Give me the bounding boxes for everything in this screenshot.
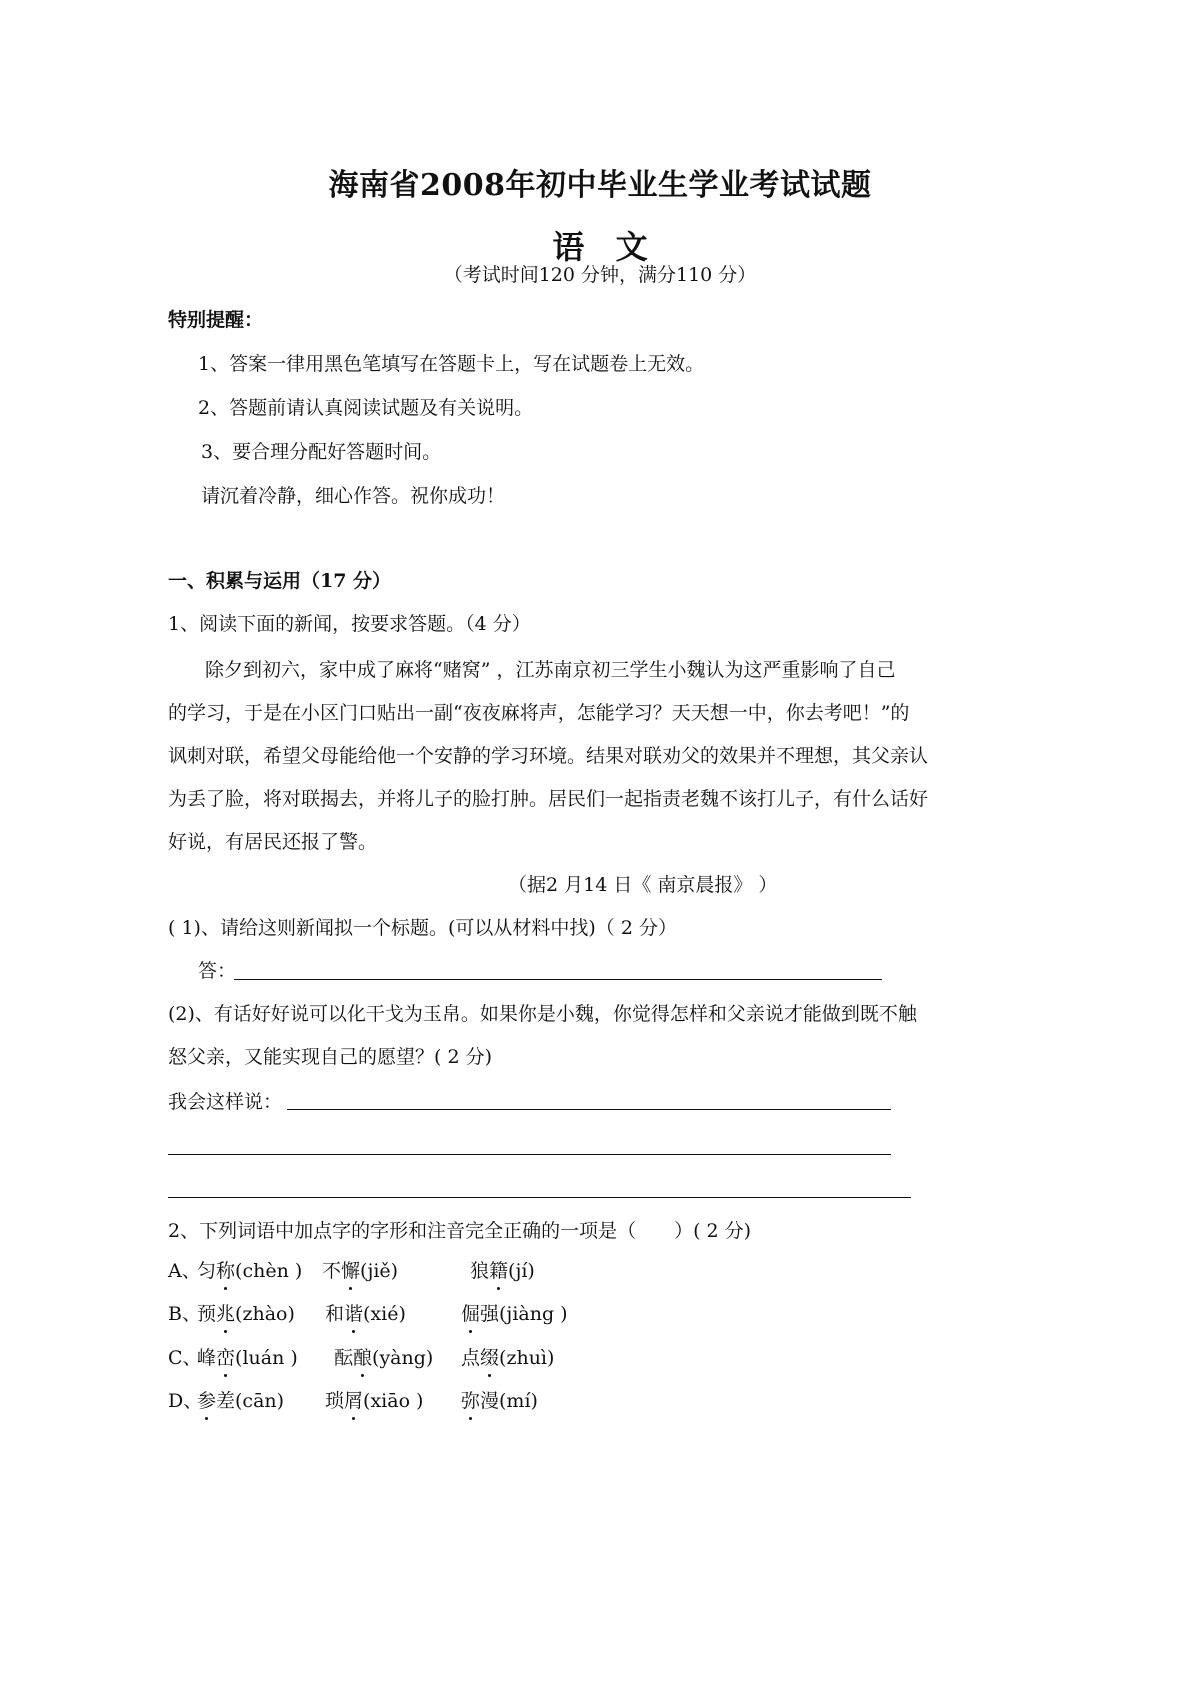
emphasis-dot-icon bbox=[349, 1287, 352, 1290]
option-label: A、 bbox=[168, 1260, 201, 1282]
dotted-character: 谐 bbox=[344, 1303, 363, 1325]
emphasis-dot-icon bbox=[224, 1287, 227, 1290]
exam-title: 海南省2008年初中毕业生学业考试试题 bbox=[328, 168, 872, 203]
word-prefix: 狼 bbox=[470, 1260, 490, 1282]
dotted-character: 籍 bbox=[489, 1260, 508, 1282]
word-prefix: 峰 bbox=[197, 1347, 217, 1369]
word-suffix: 差(cān) bbox=[216, 1390, 285, 1412]
emphasis-dot-icon bbox=[352, 1417, 355, 1420]
emphasis-dot-icon bbox=[205, 1417, 208, 1420]
option-word bbox=[461, 1346, 554, 1370]
question-1-prompt: 1、阅读下面的新闻，按要求答题。（4 分） bbox=[168, 613, 531, 635]
word-suffix: (zhào) bbox=[235, 1303, 295, 1325]
word-suffix: (xiāo ) bbox=[363, 1390, 424, 1412]
option-word bbox=[197, 1302, 295, 1326]
word-prefix: 和 bbox=[325, 1303, 345, 1325]
word-prefix: 琐 bbox=[325, 1390, 345, 1412]
emphasis-dot-icon bbox=[224, 1374, 227, 1377]
word-suffix: (jiě) bbox=[360, 1260, 399, 1282]
word-suffix: 漫(mí) bbox=[480, 1390, 538, 1412]
news-passage-line: 为丢了脸，将对联揭去，并将儿子的脸打肿。居民们一起指责老魏不该打儿子，有什么话好 bbox=[168, 788, 929, 810]
news-passage-line: 好说，有居民还报了警。 bbox=[168, 831, 378, 853]
option-label: D、 bbox=[168, 1390, 203, 1412]
news-passage-line: 讽刺对联，希望父母能给他一个安静的学习环境。结果对联劝父的效果并不理想，其父亲认 bbox=[168, 745, 929, 767]
dotted-character: 酿 bbox=[353, 1347, 372, 1369]
dotted-character: 懈 bbox=[341, 1260, 360, 1282]
notice-item: 3、要合理分配好答题时间。 bbox=[201, 441, 442, 463]
word-prefix: 不 bbox=[322, 1260, 342, 1282]
say-label: 我会这样说： bbox=[168, 1091, 283, 1113]
notice-wish: 请沉着冷静，细心作答。祝你成功！ bbox=[201, 485, 506, 507]
word-prefix: 酝 bbox=[334, 1347, 354, 1369]
emphasis-dot-icon bbox=[224, 1330, 227, 1333]
word-suffix: (chèn ) bbox=[235, 1260, 303, 1282]
option-word bbox=[470, 1259, 535, 1283]
emphasis-dot-icon bbox=[497, 1287, 500, 1290]
option-word bbox=[197, 1346, 298, 1370]
option-word bbox=[197, 1389, 284, 1413]
emphasis-dot-icon bbox=[469, 1417, 472, 1420]
option-label: C、 bbox=[168, 1347, 202, 1369]
word-suffix: (luán ) bbox=[235, 1347, 298, 1369]
dotted-character: 兆 bbox=[216, 1303, 235, 1325]
word-suffix: 强(jiàng ) bbox=[480, 1303, 568, 1325]
exam-info: （考试时间120 分钟，满分110 分） bbox=[443, 264, 757, 286]
subject-title: 语 文 bbox=[552, 228, 648, 266]
answer-label: 答： bbox=[198, 960, 237, 982]
notice-item: 2、答题前请认真阅读试题及有关说明。 bbox=[198, 397, 534, 419]
emphasis-dot-icon bbox=[488, 1374, 491, 1377]
option-word bbox=[325, 1389, 423, 1413]
question-2-prompt: 2、下列词语中加点字的字形和注音完全正确的一项是（ ）( 2 分) bbox=[168, 1220, 752, 1242]
notice-heading: 特别提醒： bbox=[168, 309, 264, 331]
option-word bbox=[461, 1389, 538, 1413]
dotted-character: 缀 bbox=[480, 1347, 499, 1369]
word-suffix: (xié) bbox=[363, 1303, 406, 1325]
emphasis-dot-icon bbox=[361, 1374, 364, 1377]
option-word bbox=[322, 1259, 398, 1283]
answer-line[interactable] bbox=[287, 1109, 891, 1110]
section-heading: 一、积累与运用（17 分） bbox=[168, 570, 392, 592]
emphasis-dot-icon bbox=[469, 1330, 472, 1333]
answer-line[interactable] bbox=[234, 979, 882, 980]
option-word bbox=[197, 1259, 302, 1283]
news-source: （据2 月14 日《 南京晨报》 ） bbox=[508, 874, 778, 896]
sub-question-1: ( 1)、请给这则新闻拟一个标题。(可以从材料中找)（ 2 分） bbox=[168, 917, 677, 939]
option-word bbox=[461, 1302, 568, 1326]
word-prefix: 预 bbox=[197, 1303, 217, 1325]
word-suffix: (zhuì) bbox=[499, 1347, 555, 1369]
option-label: B、 bbox=[168, 1303, 201, 1325]
option-word bbox=[325, 1302, 406, 1326]
word-prefix: 匀 bbox=[197, 1260, 217, 1282]
word-suffix: (jí) bbox=[508, 1260, 535, 1282]
answer-line[interactable] bbox=[168, 1197, 911, 1198]
sub-question-2-line: (2)、有话好好说可以化干戈为玉帛。如果你是小魏，你觉得怎样和父亲说才能做到既不触 bbox=[168, 1003, 917, 1025]
news-passage-line: 除夕到初六，家中成了麻将“赌窝” ，江苏南京初三学生小魏认为这严重影响了自己 bbox=[205, 659, 896, 681]
dotted-character: 称 bbox=[216, 1260, 235, 1282]
answer-line[interactable] bbox=[168, 1154, 891, 1155]
word-prefix: 点 bbox=[461, 1347, 481, 1369]
notice-item: 1、答案一律用黑色笔填写在答题卡上，写在试题卷上无效。 bbox=[198, 353, 705, 375]
dotted-character: 屑 bbox=[344, 1390, 363, 1412]
dotted-character: 峦 bbox=[216, 1347, 235, 1369]
sub-question-2-line: 怒父亲，又能实现自己的愿望？( 2 分) bbox=[168, 1046, 492, 1068]
dotted-character: 倔 bbox=[461, 1303, 480, 1325]
option-word bbox=[334, 1346, 433, 1370]
news-passage-line: 的学习，于是在小区门口贴出一副“夜夜麻将声，怎能学习？天天想一中，你去考吧！”的 bbox=[168, 702, 910, 724]
emphasis-dot-icon bbox=[352, 1330, 355, 1333]
dotted-character: 参 bbox=[197, 1390, 216, 1412]
word-suffix: (yàng) bbox=[372, 1347, 434, 1369]
dotted-character: 弥 bbox=[461, 1390, 480, 1412]
